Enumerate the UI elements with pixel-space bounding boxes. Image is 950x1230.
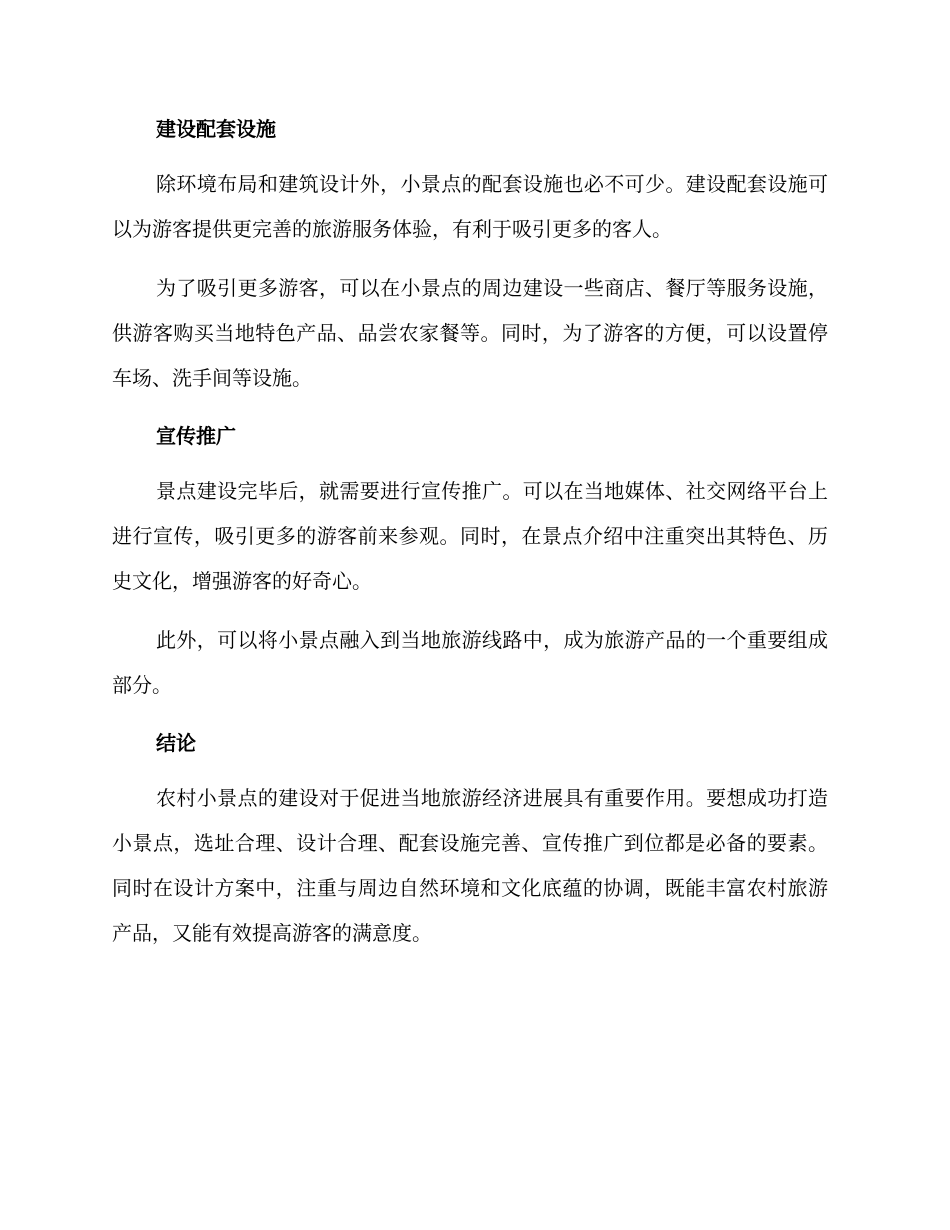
paragraph: 此外，可以将小景点融入到当地旅游线路中，成为旅游产品的一个重要组成部分。 — [112, 628, 828, 697]
paragraph: 除环境布局和建筑设计外，小景点的配套设施也必不可少。建设配套设施可以为游客提供更完善的旅游服务体验，有利于吸引更多的客人。 — [112, 172, 828, 241]
paragraph: 为了吸引更多游客，可以在小景点的周边建设一些商店、餐厅等服务设施，供游客购买当地特色产品、品尝农家餐等。同时，为了游客的方便，可以设置停车场、洗手间等设施。 — [112, 276, 828, 390]
section-heading-promotion: 宣传推广 — [156, 424, 236, 448]
paragraph: 景点建设完毕后，就需要进行宣传推广。可以在当地媒体、社交网络平台上进行宣传，吸引更多的游客前来参观。同时，在景点介绍中注重突出其特色、历史文化，增强游客的好奇心。 — [112, 479, 828, 593]
document-body — [112, 108, 828, 970]
paragraph: 农村小景点的建设对于促进当地旅游经济进展具有重要作用。要想成功打造小景点，选址合理、设计合理、配套设施完善、宣传推广到位都是必备的要素。同时在设计方案中，注重与周边自然环境和文化底蕴的协调，既能丰富农村旅游产品，又能有效提高游客的满意度。 — [112, 786, 828, 945]
section-heading-conclusion: 结论 — [156, 731, 196, 755]
section-heading-facilities: 建设配套设施 — [156, 117, 276, 141]
